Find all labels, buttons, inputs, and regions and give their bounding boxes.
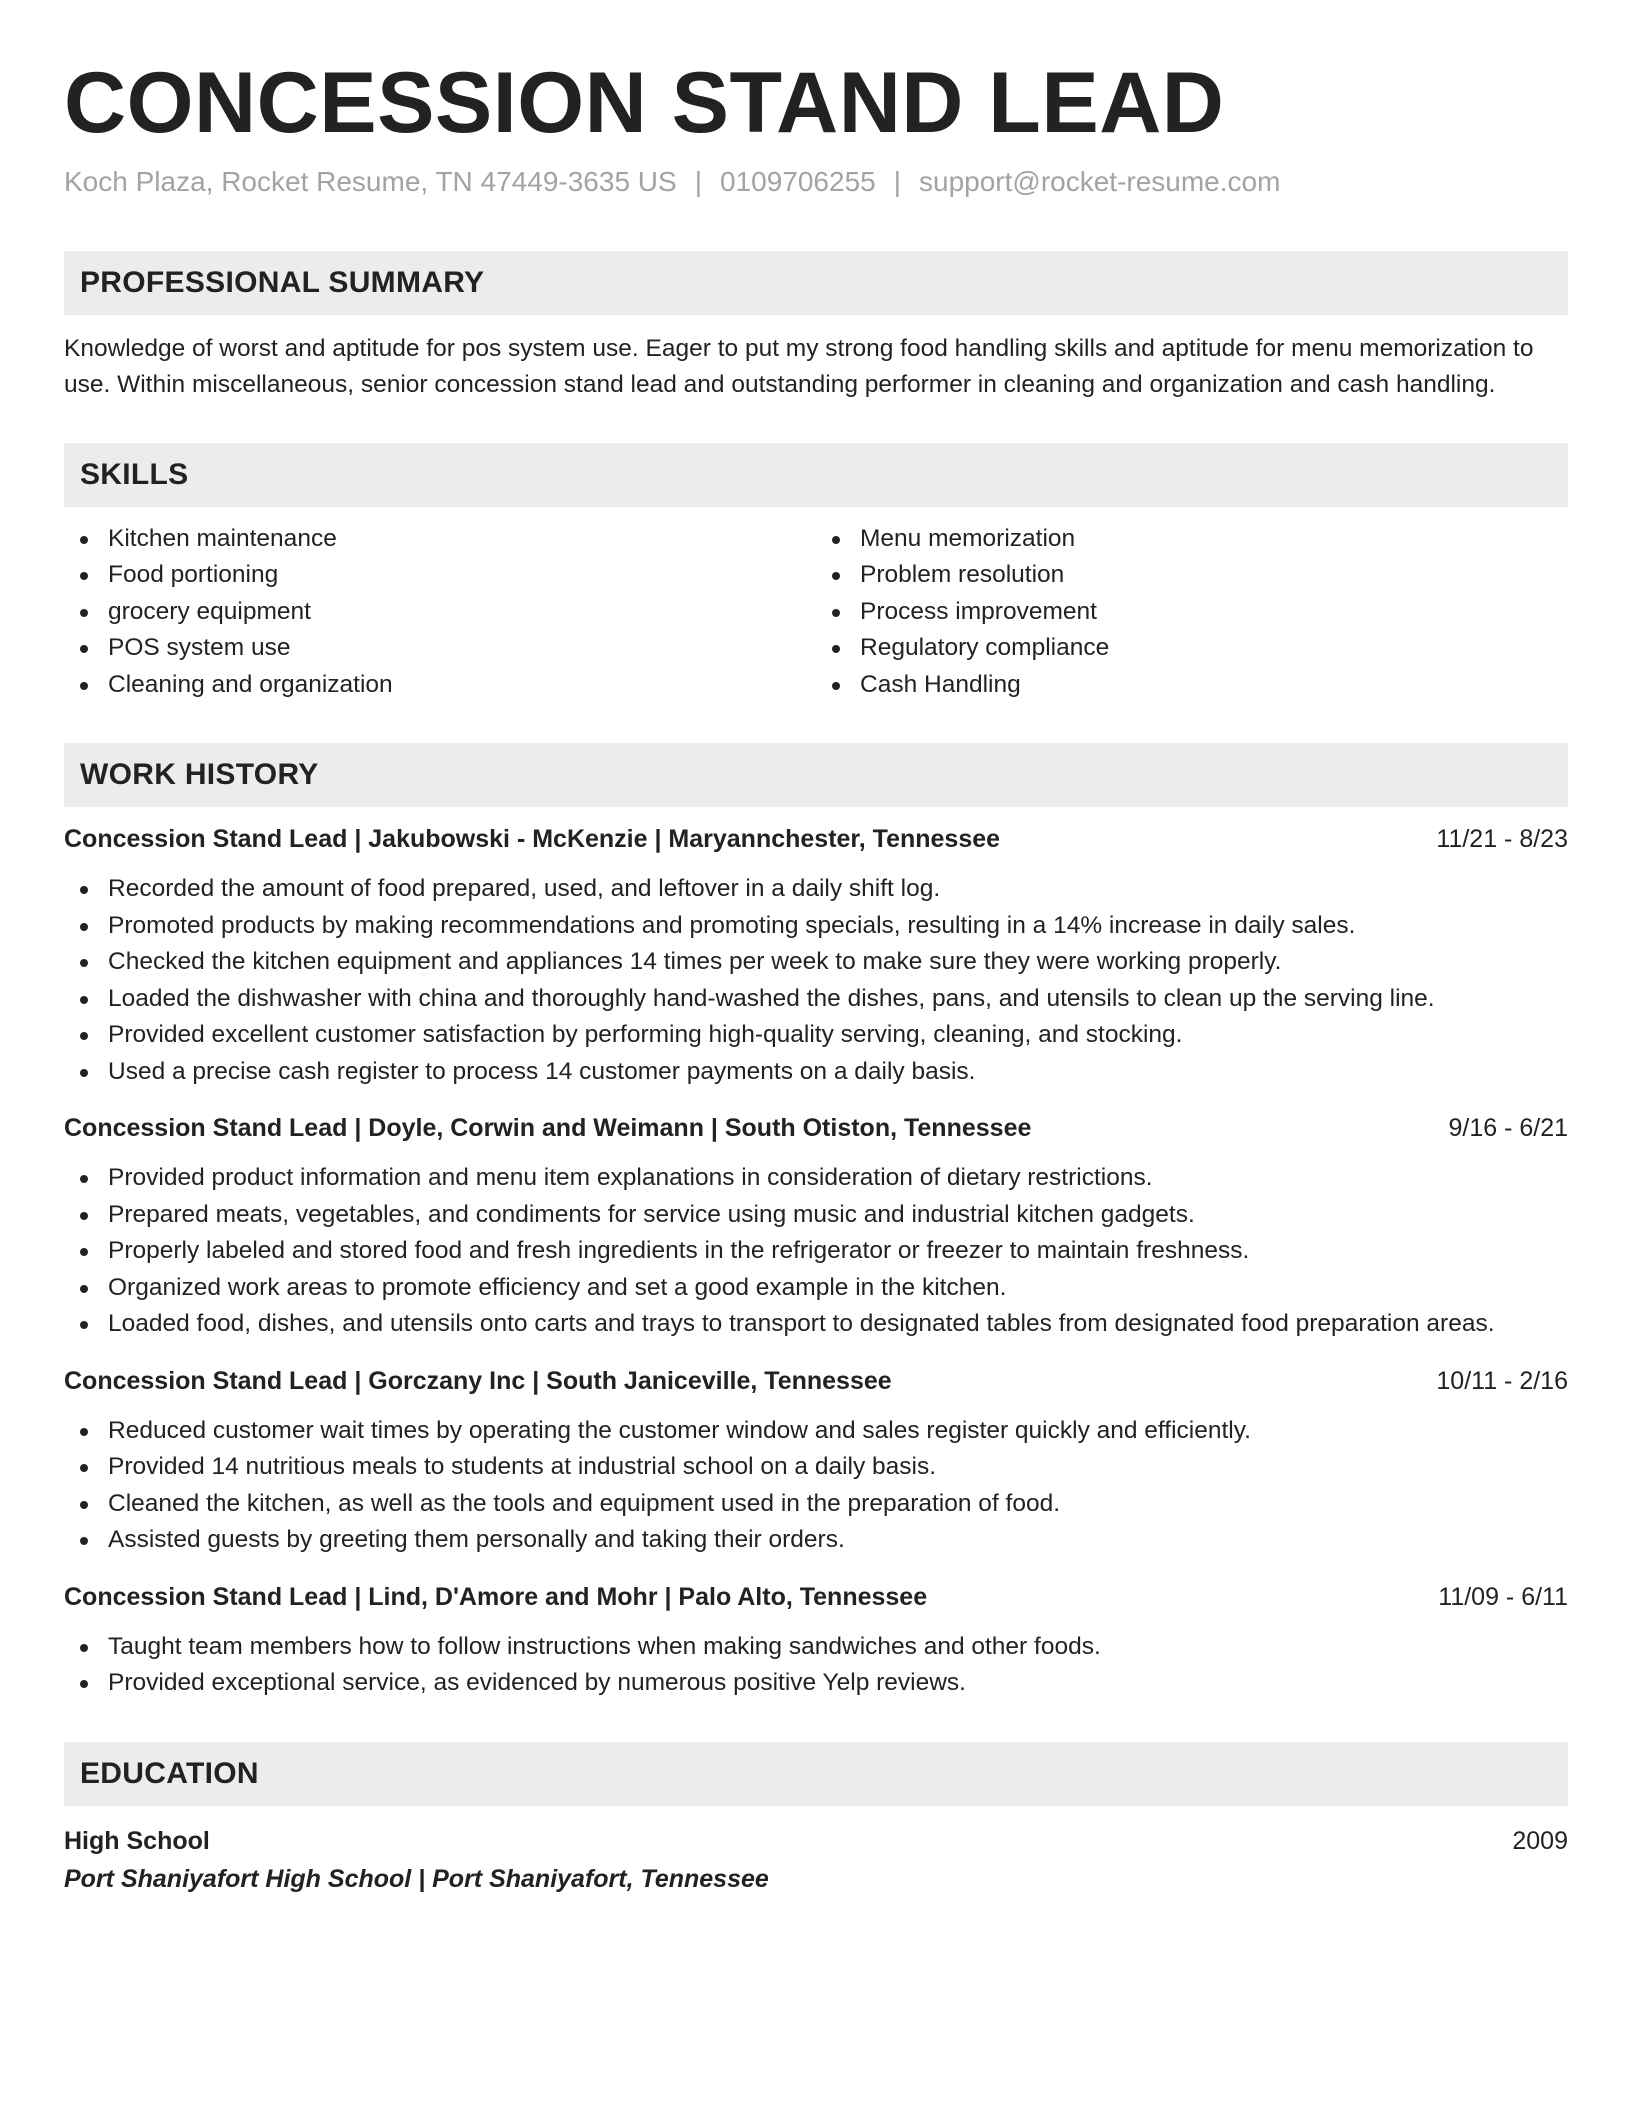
job-title: Concession Stand Lead | Doyle, Corwin and Weimann | South Otiston, Tennessee <box>64 1114 1032 1143</box>
contact-address: Koch Plaza, Rocket Resume, TN 47449-3635 US <box>64 166 677 198</box>
education-header <box>64 1822 1568 1860</box>
skills-list <box>64 521 1568 704</box>
job-header <box>64 1363 1568 1399</box>
job-bullets <box>64 871 1568 1090</box>
contact-email: support@rocket-resume.com <box>919 166 1281 198</box>
skills-heading: SKILLS <box>64 443 1568 507</box>
job-title: Concession Stand Lead | Jakubowski - McKenzie | Maryannchester, Tennessee <box>64 825 1001 854</box>
job-title: Concession Stand Lead | Gorczany Inc | South Janiceville, Tennessee <box>64 1366 892 1395</box>
job-bullet: Used a precise cash register to process 14 customer payments on a daily basis. <box>64 1054 1568 1091</box>
skills-column-left <box>64 521 816 704</box>
job-title: Concession Stand Lead | Lind, D'Amore and Mohr | Palo Alto, Tennessee <box>64 1582 928 1611</box>
contact-line <box>64 164 1568 200</box>
skill-item: Cleaning and organization <box>64 667 816 704</box>
contact-phone: 0109706255 <box>719 166 876 198</box>
job-bullets <box>64 1160 1568 1343</box>
job-header <box>64 1110 1568 1146</box>
skill-item: Process improvement <box>816 594 1568 631</box>
job-bullets <box>64 1629 1568 1702</box>
summary-text: Knowledge of worst and aptitude for pos system use. Eager to put my strong food handling skills and aptitude for menu memorization to use. Within miscellaneous, senior concession stand lead and outstanding performer in cleaning and organization and cash handling. <box>64 334 1534 398</box>
job-bullet: Properly labeled and stored food and fresh ingredients in the refrigerator or freezer to maintain freshness. <box>64 1233 1568 1270</box>
job-bullet: Provided exceptional service, as evidenced by numerous positive Yelp reviews. <box>64 1665 1568 1702</box>
job-entry <box>64 1110 1568 1343</box>
education-heading: EDUCATION <box>64 1742 1568 1806</box>
job-bullet: Provided 14 nutritious meals to students at industrial school on a daily basis. <box>64 1449 1568 1486</box>
skill-item: Problem resolution <box>816 557 1568 594</box>
education-degree: High School <box>64 1826 210 1855</box>
skill-item: grocery equipment <box>64 594 816 631</box>
job-entry <box>64 1579 1568 1702</box>
education-year: 2009 <box>1512 1826 1568 1855</box>
job-bullet: Loaded food, dishes, and utensils onto carts and trays to transport to designated tables from designated food preparation areas. <box>64 1306 1568 1343</box>
skills-column-right <box>816 521 1568 704</box>
job-bullet: Assisted guests by greeting them personally and taking their orders. <box>64 1522 1568 1559</box>
job-entry <box>64 1363 1568 1559</box>
job-dates: 11/21 - 8/23 <box>1436 825 1568 854</box>
job-bullet: Prepared meats, vegetables, and condiments for service using music and industrial kitchen gadgets. <box>64 1197 1568 1234</box>
job-bullet: Promoted products by making recommendations and promoting specials, resulting in a 14% increase in daily sales. <box>64 908 1568 945</box>
skill-item: Kitchen maintenance <box>64 521 816 558</box>
skill-item: Regulatory compliance <box>816 630 1568 667</box>
job-bullet: Provided excellent customer satisfaction by performing high-quality serving, cleaning, and stocking. <box>64 1017 1568 1054</box>
job-bullet: Taught team members how to follow instructions when making sandwiches and other foods. <box>64 1629 1568 1666</box>
job-bullet: Reduced customer wait times by operating the customer window and sales register quickly and efficiently. <box>64 1413 1568 1450</box>
contact-separator: | <box>694 166 702 198</box>
summary-heading: PROFESSIONAL SUMMARY <box>64 251 1568 315</box>
job-dates: 10/11 - 2/16 <box>1436 1366 1568 1395</box>
job-bullets <box>64 1413 1568 1559</box>
education-entry <box>64 1822 1568 1898</box>
job-bullet: Organized work areas to promote efficiency and set a good example in the kitchen. <box>64 1270 1568 1307</box>
education-school: Port Shaniyafort High School | Port Shaniyafort, Tennessee <box>64 1864 769 1893</box>
skill-item: Cash Handling <box>816 667 1568 704</box>
job-header <box>64 1579 1568 1615</box>
skill-item: POS system use <box>64 630 816 667</box>
job-entry <box>64 821 1568 1090</box>
job-bullet: Recorded the amount of food prepared, used, and leftover in a daily shift log. <box>64 871 1568 908</box>
job-dates: 11/09 - 6/11 <box>1438 1582 1568 1611</box>
skill-item: Food portioning <box>64 557 816 594</box>
skill-item: Menu memorization <box>816 521 1568 558</box>
contact-separator: | <box>893 166 901 198</box>
job-bullet: Provided product information and menu item explanations in consideration of dietary restrictions. <box>64 1160 1568 1197</box>
job-bullet: Cleaned the kitchen, as well as the tools and equipment used in the preparation of food. <box>64 1486 1568 1523</box>
job-bullet: Checked the kitchen equipment and appliances 14 times per week to make sure they were working properly. <box>64 944 1568 981</box>
job-bullet: Loaded the dishwasher with china and thoroughly hand-washed the dishes, pans, and utensils to clean up the serving line. <box>64 981 1568 1018</box>
work-history-heading: WORK HISTORY <box>64 743 1568 807</box>
job-header <box>64 821 1568 857</box>
resume-name: CONCESSION STAND LEAD <box>64 55 1225 151</box>
job-dates: 9/16 - 6/21 <box>1448 1114 1568 1143</box>
